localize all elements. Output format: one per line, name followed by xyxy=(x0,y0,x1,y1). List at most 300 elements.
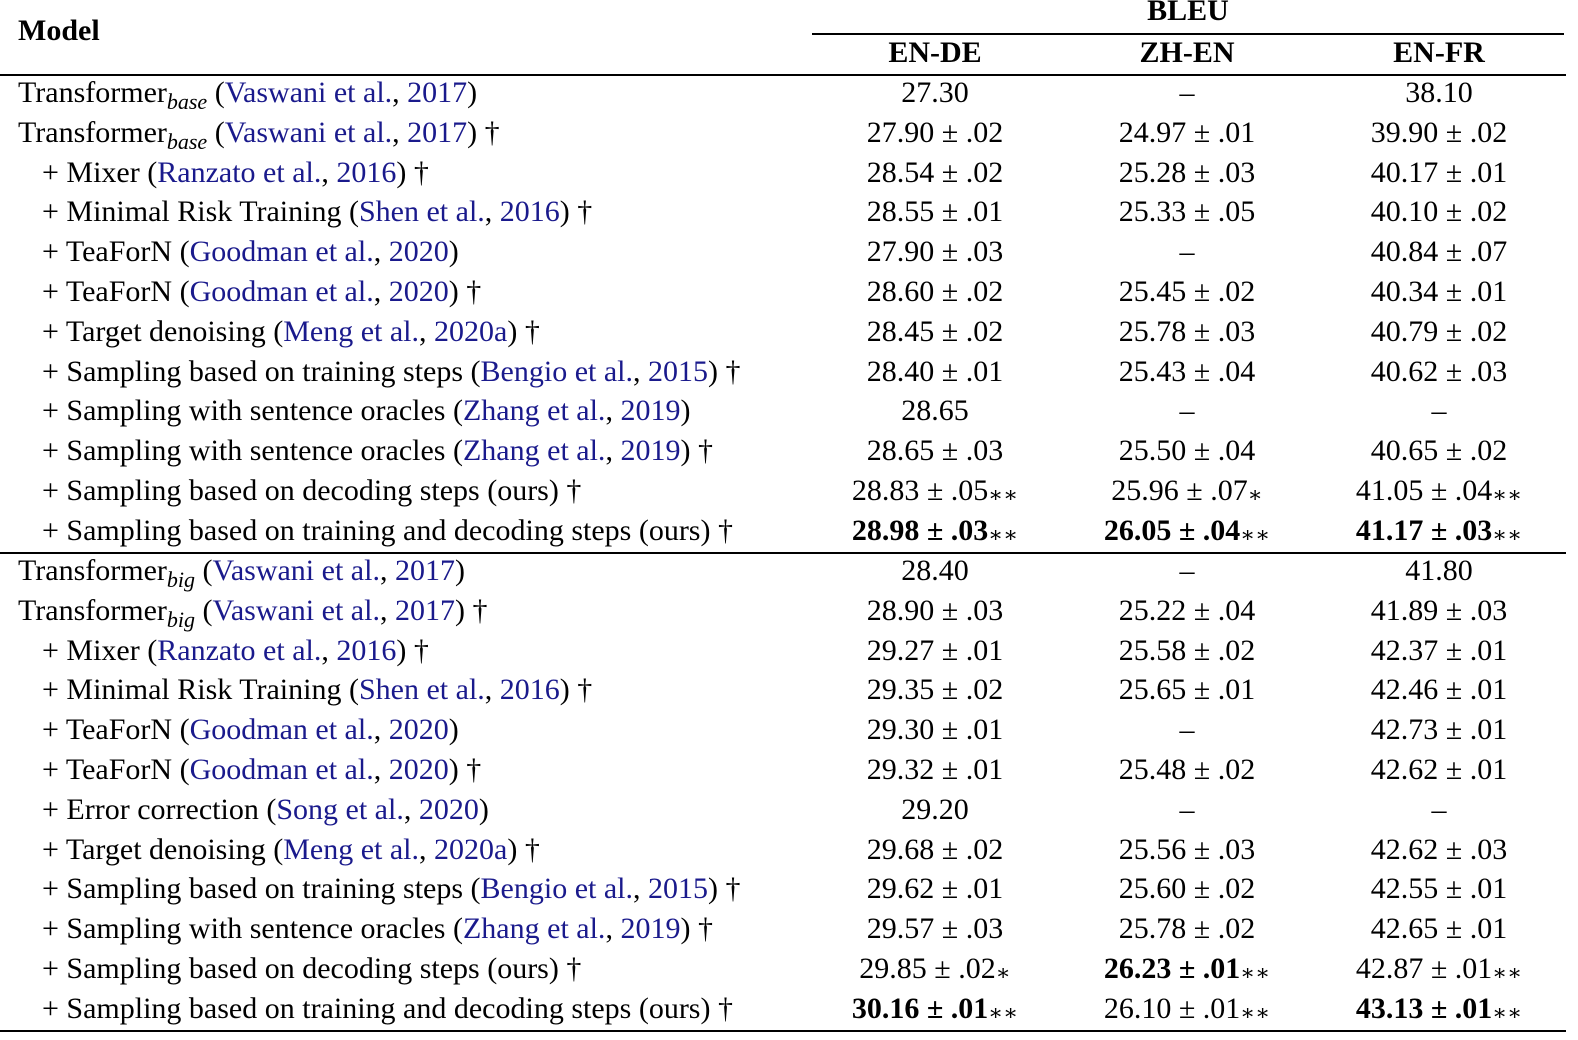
table-row xyxy=(0,314,1578,354)
bleu-score-value: 40.79 ± .02 xyxy=(1370,314,1508,348)
bleu-score-cell xyxy=(810,752,1060,788)
citation-close: ) xyxy=(680,394,691,428)
citation-authors: Vaswani et al. xyxy=(224,76,393,109)
bleu-score-value: 39.90 ± .02 xyxy=(1370,115,1508,149)
citation-year: 2019 xyxy=(620,434,681,468)
bleu-score-cell xyxy=(810,593,1060,629)
model-name: Sampling based on training and decoding steps (ours) xyxy=(66,991,711,1025)
model-name: Sampling with sentence oracles xyxy=(66,434,446,468)
model-name-cell: + Sampling based on training steps (Bengio et al., 2015) † xyxy=(42,872,741,906)
bleu-score-cell xyxy=(1314,752,1564,788)
bleu-score-cell xyxy=(1062,274,1312,310)
table-row xyxy=(0,792,1578,832)
citation-authors: Goodman et al. xyxy=(189,235,374,269)
citation-year: 2020 xyxy=(388,753,449,786)
bleu-score-value: – xyxy=(1431,792,1447,826)
bleu-score-cell xyxy=(810,354,1060,390)
bleu-score-cell xyxy=(1062,832,1312,868)
bleu-score-cell xyxy=(1314,553,1564,589)
citation-authors: Goodman et al. xyxy=(189,753,374,786)
table-row xyxy=(0,553,1578,593)
bleu-score-value: 25.78 ± .03 xyxy=(1118,314,1256,348)
table-row xyxy=(0,752,1578,792)
citation-close: ) xyxy=(467,115,478,149)
plus-prefix: + xyxy=(42,832,66,866)
model-name: Target denoising xyxy=(65,832,266,866)
table-row xyxy=(0,593,1578,633)
model-name-cell xyxy=(42,513,733,549)
bleu-score-cell xyxy=(1314,75,1564,111)
plus-prefix: + xyxy=(42,753,66,786)
model-column-header: Model xyxy=(18,14,100,47)
bleu-score-cell xyxy=(1314,234,1564,270)
citation-year: 2020a xyxy=(434,314,508,348)
bleu-score-cell xyxy=(1314,951,1564,989)
significance-marker: ∗ xyxy=(1247,482,1263,507)
table-row xyxy=(0,274,1578,314)
table-row xyxy=(0,393,1578,433)
column-header-en-fr: EN-FR xyxy=(1393,36,1485,69)
table-row xyxy=(0,75,1578,115)
bleu-score-value: 28.40 xyxy=(901,554,969,587)
bleu-score-cell xyxy=(1314,393,1564,429)
model-name-cell: + Sampling based on training steps (Bengio et al., 2015) † xyxy=(42,354,741,388)
bleu-score-value: 41.05 ± .04 xyxy=(1355,474,1493,507)
table-row xyxy=(0,473,1578,513)
bleu-score-value: – xyxy=(1179,713,1195,747)
column-header-en-de: EN-DE xyxy=(888,36,982,69)
bleu-score-cell xyxy=(1314,115,1564,151)
citation-authors: Vaswani et al. xyxy=(224,115,393,149)
bleu-score-value: – xyxy=(1179,76,1195,109)
dagger-mark: † xyxy=(458,753,482,786)
bleu-score-cell xyxy=(810,832,1060,868)
citation-year: 2016 xyxy=(336,633,397,667)
bleu-score-value: 28.55 ± .01 xyxy=(866,195,1004,229)
model-name-cell: + Sampling with sentence oracles (Zhang et al., 2019) † xyxy=(42,912,713,946)
plus-prefix: + xyxy=(42,872,67,906)
model-name: Sampling based on training steps xyxy=(66,354,464,388)
bleu-score-cell xyxy=(1062,792,1312,828)
bleu-score-cell xyxy=(1314,871,1564,907)
model-name: TeaForN xyxy=(65,275,173,308)
citation-authors: Zhang et al. xyxy=(462,912,606,946)
bleu-score-cell xyxy=(810,274,1060,310)
dagger-mark: † xyxy=(569,673,593,707)
bleu-score-value: 25.48 ± .02 xyxy=(1118,753,1256,786)
bleu-score-value: 42.46 ± .01 xyxy=(1370,673,1508,707)
citation-year: 2015 xyxy=(648,354,709,388)
citation-close: ) xyxy=(507,314,518,348)
bleu-score-value: 26.10 ± .01 xyxy=(1103,991,1241,1025)
citation-authors: Meng et al. xyxy=(283,314,419,348)
bleu-score-value: 29.30 ± .01 xyxy=(866,713,1004,747)
bleu-score-cell xyxy=(1314,155,1564,191)
bleu-score-cell xyxy=(1062,393,1312,429)
bleu-score-value: 25.65 ± .01 xyxy=(1118,673,1256,707)
bleu-score-value: 25.22 ± .04 xyxy=(1118,593,1256,627)
citation-authors: Meng et al. xyxy=(283,832,419,866)
bleu-score-cell xyxy=(1314,832,1564,868)
model-name-cell: + Mixer (Ranzato et al., 2016) † xyxy=(42,633,429,667)
citation-year: 2016 xyxy=(499,673,560,707)
model-name: Sampling based on decoding steps (ours) xyxy=(66,952,559,985)
plus-prefix: + xyxy=(42,195,67,229)
model-name-cell xyxy=(42,991,733,1027)
bleu-score-cell xyxy=(810,473,1060,511)
plus-prefix: + xyxy=(42,912,67,946)
bleu-score-value: 41.80 xyxy=(1405,554,1473,587)
bleu-score-value: 25.58 ± .02 xyxy=(1118,633,1256,667)
bleu-score-cell xyxy=(1062,194,1312,230)
citation-year: 2020 xyxy=(388,713,449,747)
bleu-score-value: 43.13 ± .01 xyxy=(1355,991,1493,1025)
table-row xyxy=(0,672,1578,712)
model-name-cell: + Sampling with sentence oracles (Zhang et al., 2019) † xyxy=(42,434,713,468)
model-name: Error correction xyxy=(66,792,259,826)
model-size-subscript: big xyxy=(166,567,195,592)
dagger-mark: † xyxy=(558,474,582,507)
bleu-score-value: 42.87 ± .01 xyxy=(1355,952,1493,985)
model-name: Minimal Risk Training xyxy=(66,195,342,229)
bleu-score-value: 30.16 ± .01 xyxy=(851,991,989,1025)
citation-close: ) xyxy=(396,633,407,667)
dagger-mark: † xyxy=(690,912,713,946)
significance-marker: ∗∗ xyxy=(1492,999,1523,1025)
bleu-score-cell xyxy=(1062,234,1312,270)
bleu-score-value: 42.62 ± .03 xyxy=(1370,832,1508,866)
model-name: Target denoising xyxy=(65,314,266,348)
model-name: Transformer xyxy=(18,593,167,627)
bleu-score-cell xyxy=(1062,314,1312,350)
bleu-score-cell xyxy=(1314,991,1564,1029)
table-row xyxy=(0,911,1578,951)
model-name: TeaForN xyxy=(65,713,173,747)
model-size-subscript: big xyxy=(166,606,195,632)
model-name-cell: + Target denoising (Meng et al., 2020a) † xyxy=(42,314,540,348)
bleu-score-value: 27.90 ± .02 xyxy=(866,115,1004,149)
bleu-score-value: 38.10 xyxy=(1405,76,1473,109)
bleu-score-cell xyxy=(810,314,1060,350)
bleu-score-cell xyxy=(810,991,1060,1029)
dagger-mark: † xyxy=(517,832,540,866)
citation-close: ) xyxy=(467,76,478,109)
bleu-score-cell xyxy=(810,553,1060,589)
bleu-score-cell xyxy=(1314,792,1564,828)
citation-close: ) xyxy=(680,434,691,468)
model-name: Sampling with sentence oracles xyxy=(66,394,446,428)
citation-year: 2020 xyxy=(388,275,449,308)
bleu-score-cell xyxy=(1314,513,1564,551)
bleu-group-header: BLEU xyxy=(1147,0,1229,27)
plus-prefix: + xyxy=(42,633,67,667)
bleu-score-value: 29.32 ± .01 xyxy=(866,753,1004,786)
bleu-score-value: 26.23 ± .01 xyxy=(1103,952,1241,985)
citation-close: ) xyxy=(559,195,570,229)
significance-marker: ∗ xyxy=(995,960,1011,985)
citation-close: ) xyxy=(478,792,489,826)
bleu-score-cell xyxy=(1314,712,1564,748)
bleu-score-cell xyxy=(810,115,1060,151)
model-size-subscript: base xyxy=(166,89,208,114)
dagger-mark: † xyxy=(690,434,713,468)
citation-authors: Bengio et al. xyxy=(480,354,634,388)
model-name: TeaForN xyxy=(65,235,173,269)
bleu-score-cell xyxy=(1062,513,1312,551)
citation-authors: Bengio et al. xyxy=(480,872,634,906)
significance-marker: ∗∗ xyxy=(1240,521,1271,547)
dagger-mark: † xyxy=(710,991,733,1025)
plus-prefix: + xyxy=(42,354,67,388)
bleu-score-value: 28.45 ± .02 xyxy=(866,314,1004,348)
bleu-score-value: 40.10 ± .02 xyxy=(1370,195,1508,229)
citation-authors: Vaswani et al. xyxy=(212,593,380,627)
bleu-score-value: 28.40 ± .01 xyxy=(866,354,1004,388)
bleu-score-value: 25.45 ± .02 xyxy=(1118,275,1256,308)
bleu-score-value: 29.85 ± .02 xyxy=(859,952,996,985)
bleu-score-cell xyxy=(1314,593,1564,629)
bleu-score-cell xyxy=(1062,593,1312,629)
model-name-cell: + Mixer (Ranzato et al., 2016) † xyxy=(42,155,429,189)
bleu-score-cell xyxy=(1062,712,1312,748)
dagger-mark: † xyxy=(458,275,482,308)
bleu-score-value: 41.89 ± .03 xyxy=(1370,593,1508,627)
bleu-score-cell xyxy=(1314,633,1564,669)
significance-marker: ∗∗ xyxy=(1492,521,1523,547)
plus-prefix: + xyxy=(42,434,67,468)
bleu-score-cell xyxy=(1314,194,1564,230)
bleu-score-value: 29.68 ± .02 xyxy=(866,832,1004,866)
dagger-mark: † xyxy=(464,593,488,627)
significance-marker: ∗∗ xyxy=(1240,999,1271,1025)
bleu-score-cell xyxy=(1062,911,1312,947)
bleu-score-cell xyxy=(810,234,1060,270)
bleu-score-value: 29.62 ± .01 xyxy=(866,872,1004,906)
model-name: Transformer xyxy=(18,76,167,109)
bleu-score-value: 40.65 ± .02 xyxy=(1370,434,1508,468)
dagger-mark: † xyxy=(517,314,540,348)
bleu-score-value: 25.60 ± .02 xyxy=(1118,872,1256,906)
citation-authors: Ranzato et al. xyxy=(157,633,322,667)
bleu-score-value: – xyxy=(1179,792,1195,826)
plus-prefix: + xyxy=(42,991,67,1025)
bleu-score-cell xyxy=(1314,314,1564,350)
citation-year: 2019 xyxy=(620,394,681,428)
model-name: Mixer xyxy=(66,633,140,667)
bleu-score-value: – xyxy=(1179,235,1195,269)
bleu-score-value: 28.65 ± .03 xyxy=(866,434,1004,468)
citation-authors: Vaswani et al. xyxy=(212,554,380,587)
dagger-mark: † xyxy=(710,513,733,547)
bleu-score-value: 29.35 ± .02 xyxy=(866,673,1004,707)
bleu-score-cell xyxy=(810,194,1060,230)
dagger-mark: † xyxy=(558,952,582,985)
model-name-cell: Transformer$_{base}$ (Vaswani et al., 2017) † xyxy=(18,115,500,154)
bleu-score-cell xyxy=(1062,951,1312,989)
table-row xyxy=(0,354,1578,394)
citation-close: ) xyxy=(680,912,691,946)
citation-close: ) xyxy=(708,872,719,906)
bleu-score-value: 40.17 ± .01 xyxy=(1370,155,1508,189)
bleu-score-cell xyxy=(810,871,1060,907)
model-name-cell: + TeaForN (Goodman et al., 2020) † xyxy=(42,753,482,786)
citation-year: 2020 xyxy=(418,792,479,826)
citation-close: ) xyxy=(448,235,459,269)
citation-year: 2017 xyxy=(407,115,468,149)
column-header-zh-en: ZH-EN xyxy=(1139,36,1235,69)
dagger-mark: † xyxy=(477,115,500,149)
model-name-cell: + Minimal Risk Training (Shen et al., 2016) † xyxy=(42,195,593,229)
plus-prefix: + xyxy=(42,513,67,547)
model-name-cell: Transformer$_{big}$ (Vaswani et al., 2017) † xyxy=(18,593,488,632)
model-name: Mixer xyxy=(66,155,140,189)
dagger-mark: † xyxy=(406,633,429,667)
plus-prefix: + xyxy=(42,792,67,826)
bleu-score-value: 25.28 ± .03 xyxy=(1118,155,1256,189)
bleu-score-value: 25.50 ± .04 xyxy=(1118,434,1256,468)
bleu-score-cell xyxy=(810,393,1060,429)
bleu-score-value: 42.37 ± .01 xyxy=(1370,633,1508,667)
bleu-score-value: 27.30 xyxy=(901,76,969,109)
citation-year: 2020a xyxy=(434,832,508,866)
bleu-score-value: 42.65 ± .01 xyxy=(1370,912,1508,946)
dagger-mark: † xyxy=(718,354,741,388)
model-name: Minimal Risk Training xyxy=(66,673,342,707)
model-name-cell: + Minimal Risk Training (Shen et al., 2016) † xyxy=(42,673,593,707)
model-name: Sampling based on decoding steps (ours) xyxy=(66,474,559,507)
citation-close: ) xyxy=(448,753,459,786)
model-name-cell: + Error correction (Song et al., 2020) xyxy=(42,792,489,826)
significance-marker: ∗∗ xyxy=(988,482,1019,507)
bleu-score-cell xyxy=(1062,752,1312,788)
bleu-score-value: 28.98 ± .03 xyxy=(851,513,989,547)
citation-year: 2016 xyxy=(499,195,560,229)
citation-year: 2015 xyxy=(648,872,709,906)
bleu-score-cell xyxy=(1314,433,1564,469)
bleu-score-cell xyxy=(1062,473,1312,511)
table-row xyxy=(0,633,1578,673)
bleu-score-cell xyxy=(1314,672,1564,708)
bleu-score-cell xyxy=(1062,75,1312,111)
table-row xyxy=(0,991,1578,1031)
bleu-score-value: 42.73 ± .01 xyxy=(1370,713,1508,747)
plus-prefix: + xyxy=(42,155,67,189)
model-name-cell xyxy=(42,473,581,509)
citation-year: 2019 xyxy=(620,912,681,946)
citation-close: ) xyxy=(454,593,465,627)
bleu-score-value: 42.62 ± .01 xyxy=(1370,753,1508,786)
bleu-score-value: 25.96 ± .07 xyxy=(1111,474,1248,507)
bleu-score-value: 40.34 ± .01 xyxy=(1370,275,1508,308)
bleu-score-cell xyxy=(810,712,1060,748)
model-name-cell: Transformer$_{base}$ (Vaswani et al., 2017) xyxy=(18,76,478,114)
bleu-score-value: 29.20 xyxy=(901,792,969,826)
significance-marker: ∗∗ xyxy=(1492,960,1523,985)
model-name-cell: + TeaForN (Goodman et al., 2020) xyxy=(42,713,459,747)
significance-marker: ∗∗ xyxy=(1240,960,1271,985)
bleu-score-cell xyxy=(1062,354,1312,390)
bleu-score-value: 28.60 ± .02 xyxy=(866,275,1004,308)
table-row xyxy=(0,433,1578,473)
bleu-score-cell xyxy=(810,792,1060,828)
significance-marker: ∗∗ xyxy=(1492,482,1523,507)
table-row xyxy=(0,951,1578,991)
citation-authors: Zhang et al. xyxy=(462,394,606,428)
bleu-score-cell xyxy=(810,911,1060,947)
bleu-score-value: 25.43 ± .04 xyxy=(1118,354,1256,388)
bleu-score-cell xyxy=(810,633,1060,669)
bleu-score-value: 41.17 ± .03 xyxy=(1355,513,1493,547)
citation-authors: Goodman et al. xyxy=(189,713,374,747)
citation-authors: Zhang et al. xyxy=(462,434,606,468)
bleu-score-cell xyxy=(1314,274,1564,310)
plus-prefix: + xyxy=(42,952,67,985)
bleu-score-cell xyxy=(810,75,1060,111)
bleu-score-cell xyxy=(1062,672,1312,708)
bleu-score-cell xyxy=(1314,354,1564,390)
bleu-score-cell xyxy=(810,672,1060,708)
bleu-score-value: 28.54 ± .02 xyxy=(866,155,1004,189)
significance-marker: ∗∗ xyxy=(988,999,1019,1025)
model-name-cell: + Target denoising (Meng et al., 2020a) † xyxy=(42,832,540,866)
table-row xyxy=(0,832,1578,872)
model-name: TeaForN xyxy=(65,753,173,786)
bleu-score-value: 28.83 ± .05 xyxy=(851,474,989,507)
table-row xyxy=(0,115,1578,155)
bleu-underline xyxy=(812,33,1564,35)
model-size-subscript: base xyxy=(166,128,208,154)
citation-year: 2017 xyxy=(407,76,468,109)
table-row xyxy=(0,513,1578,553)
bleu-score-cell xyxy=(810,513,1060,551)
bleu-score-value: 29.27 ± .01 xyxy=(866,633,1004,667)
citation-close: ) xyxy=(448,713,459,747)
bleu-score-value: 25.78 ± .02 xyxy=(1118,912,1256,946)
bleu-score-value: 28.65 xyxy=(901,394,969,428)
bleu-score-value: 40.84 ± .07 xyxy=(1370,235,1508,269)
dagger-mark: † xyxy=(718,872,741,906)
citation-close: ) xyxy=(454,554,465,587)
bleu-score-cell xyxy=(1062,633,1312,669)
plus-prefix: + xyxy=(42,394,67,428)
bleu-score-cell xyxy=(1062,553,1312,589)
plus-prefix: + xyxy=(42,673,67,707)
model-name-cell: + Sampling with sentence oracles (Zhang et al., 2019) xyxy=(42,394,691,428)
significance-marker: ∗∗ xyxy=(988,521,1019,547)
table-row xyxy=(0,234,1578,274)
citation-year: 2017 xyxy=(394,593,455,627)
citation-authors: Ranzato et al. xyxy=(157,155,322,189)
dagger-mark: † xyxy=(569,195,593,229)
bleu-score-cell xyxy=(1062,871,1312,907)
bleu-score-cell xyxy=(1062,991,1312,1029)
bleu-score-value: 25.33 ± .05 xyxy=(1118,195,1256,229)
dagger-mark: † xyxy=(406,155,429,189)
model-name-cell: + TeaForN (Goodman et al., 2020) xyxy=(42,235,459,269)
model-name: Sampling based on training steps xyxy=(66,872,464,906)
table-row xyxy=(0,871,1578,911)
citation-authors: Song et al. xyxy=(276,792,404,826)
model-name: Transformer xyxy=(18,554,167,587)
bleu-score-value: – xyxy=(1431,394,1447,428)
bleu-score-value: 26.05 ± .04 xyxy=(1103,513,1241,547)
bleu-score-cell xyxy=(810,951,1060,989)
bleu-score-cell xyxy=(1314,473,1564,511)
table-row xyxy=(0,194,1578,234)
citation-authors: Goodman et al. xyxy=(189,275,374,308)
model-name: Sampling based on training and decoding steps (ours) xyxy=(66,513,711,547)
table-row xyxy=(0,155,1578,195)
